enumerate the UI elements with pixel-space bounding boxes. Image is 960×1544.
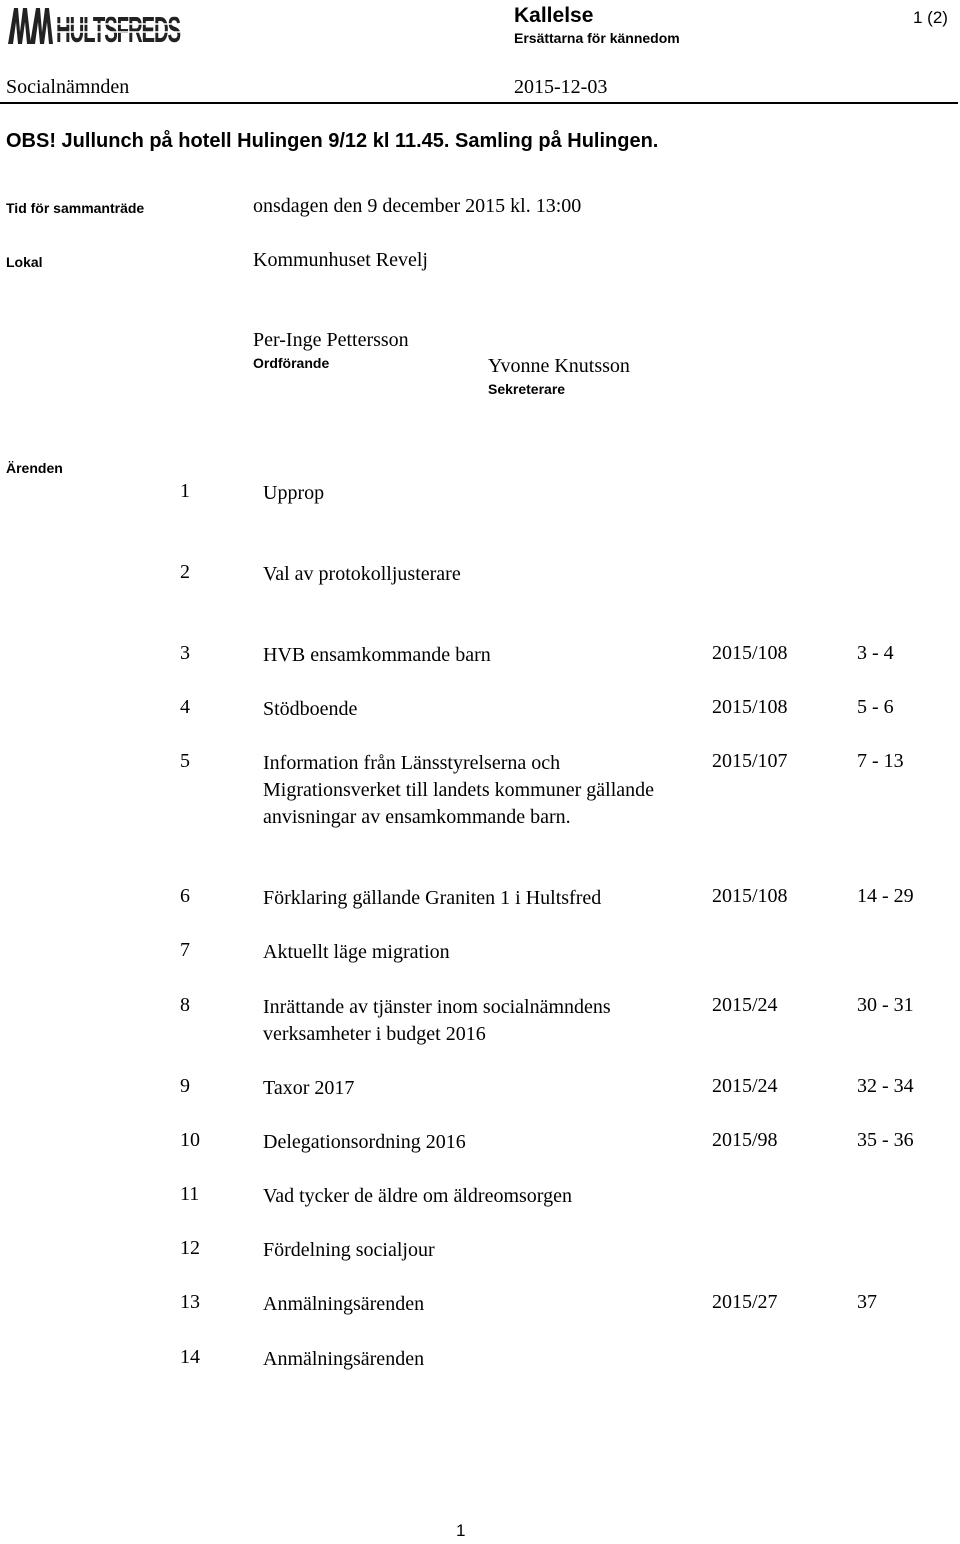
item-pages: 37 xyxy=(857,1291,877,1313)
item-number: 11 xyxy=(180,1183,200,1205)
item-title: Inrättande av tjänster inom socialnämndens verksamheter i budget 2016 xyxy=(263,996,611,1045)
item-title: Anmälningsärenden xyxy=(263,1293,425,1315)
item-pages: 30 - 31 xyxy=(857,994,914,1016)
item-title: Upprop xyxy=(263,482,325,504)
item-title: Val av protokolljusterare xyxy=(263,563,461,585)
item-diary-number: 2015/24 xyxy=(712,1075,778,1097)
footer-page-number: 1 xyxy=(456,1521,466,1540)
item-title: Anmälningsärenden xyxy=(263,1348,425,1370)
item-number: 6 xyxy=(180,885,190,907)
item-pages: 7 - 13 xyxy=(857,750,904,772)
committee-name: Socialnämnden xyxy=(6,76,130,98)
municipality-logo xyxy=(6,2,182,48)
item-pages: 35 - 36 xyxy=(857,1129,914,1151)
item-title: Taxor 2017 xyxy=(263,1077,355,1099)
document-title: Kallelse xyxy=(514,4,594,27)
item-number: 4 xyxy=(180,696,190,718)
item-title: Information från Länsstyrelserna och Migrationsverket till landets kommuner gällande anvisningar av ensamkommande barn. xyxy=(263,752,655,828)
item-title: Stödboende xyxy=(263,698,358,720)
item-diary-number: 2015/98 xyxy=(712,1129,778,1151)
item-title: Vad tycker de äldre om äldreomsorgen xyxy=(263,1185,572,1207)
place-value: Kommunhuset Revelj xyxy=(253,249,428,271)
item-title: Förklaring gällande Graniten 1 i Hultsfred xyxy=(263,887,602,909)
item-pages: 32 - 34 xyxy=(857,1075,914,1097)
notice-text: OBS! Jullunch på hotell Hulingen 9/12 kl 11.45. Samling på Hulingen. xyxy=(6,130,659,152)
time-label: Tid för sammanträde xyxy=(6,200,145,216)
item-pages: 3 - 4 xyxy=(857,642,894,664)
item-number: 12 xyxy=(180,1237,200,1259)
item-pages: 14 - 29 xyxy=(857,885,914,907)
header-divider xyxy=(0,102,958,104)
secretary-name: Yvonne Knutsson xyxy=(488,355,630,377)
item-diary-number: 2015/108 xyxy=(712,696,788,718)
item-diary-number: 2015/24 xyxy=(712,994,778,1016)
agenda-heading: Ärenden xyxy=(6,460,63,476)
item-title: HVB ensamkommande barn xyxy=(263,644,491,666)
item-number: 9 xyxy=(180,1075,190,1097)
item-number: 7 xyxy=(180,939,190,961)
document-subtitle: Ersättarna för kännedom xyxy=(514,30,680,46)
secretary-role: Sekreterare xyxy=(488,381,566,397)
item-diary-number: 2015/108 xyxy=(712,642,788,664)
item-number: 10 xyxy=(180,1129,200,1151)
item-number: 1 xyxy=(180,480,190,502)
item-number: 14 xyxy=(180,1346,200,1368)
item-diary-number: 2015/108 xyxy=(712,885,788,907)
document-date: 2015-12-03 xyxy=(514,76,608,98)
item-number: 2 xyxy=(180,561,190,583)
item-title: Aktuellt läge migration xyxy=(263,941,450,963)
chair-role: Ordförande xyxy=(253,355,330,371)
item-title: Delegationsordning 2016 xyxy=(263,1131,466,1153)
item-pages: 5 - 6 xyxy=(857,696,894,718)
logo-wordmark: HULTSFREDS xyxy=(56,9,181,50)
place-label: Lokal xyxy=(6,254,43,270)
item-number: 3 xyxy=(180,642,190,664)
item-diary-number: 2015/27 xyxy=(712,1291,778,1313)
page-indicator: 1 (2) xyxy=(913,8,948,27)
item-number: 8 xyxy=(180,994,190,1016)
chair-name: Per-Inge Pettersson xyxy=(253,329,409,351)
item-diary-number: 2015/107 xyxy=(712,750,788,772)
item-title: Fördelning socialjour xyxy=(263,1239,435,1261)
time-value: onsdagen den 9 december 2015 kl. 13:00 xyxy=(253,195,582,217)
item-number: 13 xyxy=(180,1291,200,1313)
item-number: 5 xyxy=(180,750,190,772)
